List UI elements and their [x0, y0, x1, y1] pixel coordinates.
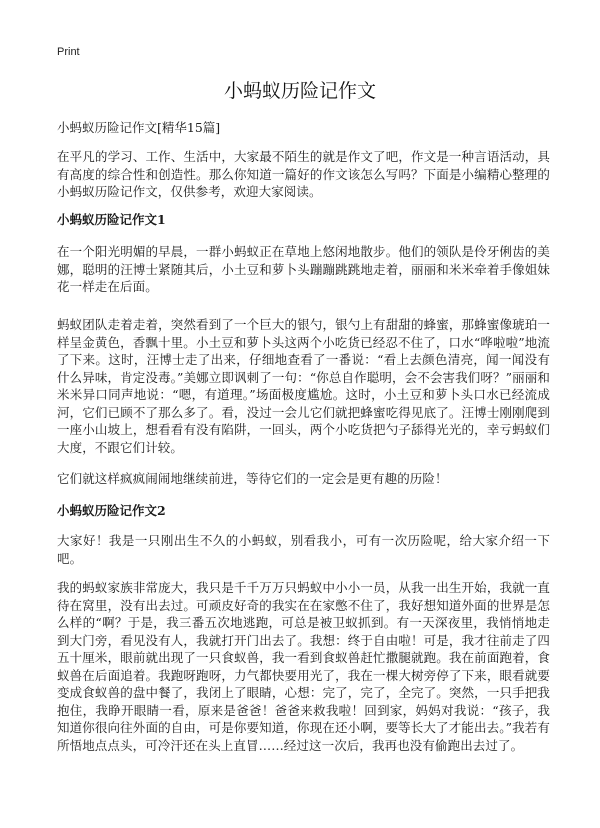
intro-paragraph: 在平凡的学习、工作、生活中，大家最不陌生的就是作文了吧，作文是一种言语活动，具有高度的综合性和创造性。那么你知道一篇好的作文该怎么写吗？下面是小编精心整理的小蚂蚁历险记作文，仅供参考，欢迎大家阅读。	[57, 149, 550, 199]
print-link[interactable]: Print	[57, 46, 80, 58]
page-title: 小蚂蚁历险记作文	[223, 80, 376, 102]
section-1-paragraph-1: 在一个阳光明媚的早晨，一群小蚂蚁正在草地上悠闲地散步。他们的领队是伶牙俐齿的美娜，聪明的汪博士紧随其后，小土豆和萝卜头蹦蹦跳跳地走着，丽丽和米米牵着手像姐妹花一样走在后面。	[57, 244, 550, 294]
section-1-paragraph-3: 它们就这样疯疯闹闹地继续前进，等待它们的一定会是更有趣的历险！	[57, 471, 448, 486]
section-2-paragraph-2: 我的蚂蚁家族非常庞大，我只是千千万万只蚂蚁中小小一员，从我一出生开始，我就一直待在窝里，没有出去过。可顽皮好奇的我实在在家憋不住了，我好想知道外面的世界是怎么样的“啊？于是，我三番五次地逃跑，可总是被卫蚁抓到。有一天深夜里，我悄悄地走到大门旁，看见没有人，我就打开门出去了。我想：终于自由啦！可是，我才往前走了四五十厘米，眼前就出现了一只食蚁兽，我一看到食蚁兽赶忙撒腿就跑。我在前面跑着，食蚁兽在后面追着。我跑呀跑呀，力气都快要用光了，我在一棵大树旁停了下来，眼看就要变成食蚁兽的盘中餐了，我闭上了眼睛，心想：完了，完了，全完了。突然，一只手把我抱住，我睁开眼睛一看，原来是爸爸！爸爸来救我啦！回到家，妈妈对我说：“孩子，我知道你很向往外面的自由，可是你要知道，你现在还小啊，要等长大了才能出去。”我若有所悟地点点头，可冷汗还在头上直冒……经过这一次后，我再也没有偷跑出去过了。	[57, 580, 550, 753]
section-1-paragraph-2: 蚂蚁团队走着走着，突然看到了一个巨大的银勺，银勺上有甜甜的蜂蜜，那蜂蜜像琥珀一样呈金黄色，香飘十里。小土豆和萝卜头这两个小吃货已经忍不住了，口水“哗啦啦”地流了下来。这时，汪博士走了出来，仔细地查看了一番说：“看上去颜色清亮，闻一闻没有什么异味，肯定没毒。”美娜立即讽刺了一句：“你总自作聪明，会不会害我们呀？”丽丽和米米异口同声地说：“嗯，有道理。”场面极度尴尬。这时，小土豆和萝卜头口水已经流成河，它们已顾不了那么多了。看，没过一会儿它们就把蜂蜜吃得见底了。汪博士刚刚爬到一座小山坡上，想看看有没有陷阱，一回头，两个小吃货把勺子舔得光光的，幸亏蚂蚁们大度，不跟它们计较。	[57, 317, 550, 455]
article-subtitle: 小蚂蚁历险记作文[精华15篇]	[57, 120, 221, 135]
section-2-heading: 小蚂蚁历险记作文2	[57, 503, 166, 518]
section-1-heading: 小蚂蚁历险记作文1	[57, 212, 166, 227]
section-2-paragraph-1: 大家好！我是一只刚出生不久的小蚂蚁，别看我小，可有一次历险呢，给大家介绍一下吧。	[57, 533, 550, 566]
